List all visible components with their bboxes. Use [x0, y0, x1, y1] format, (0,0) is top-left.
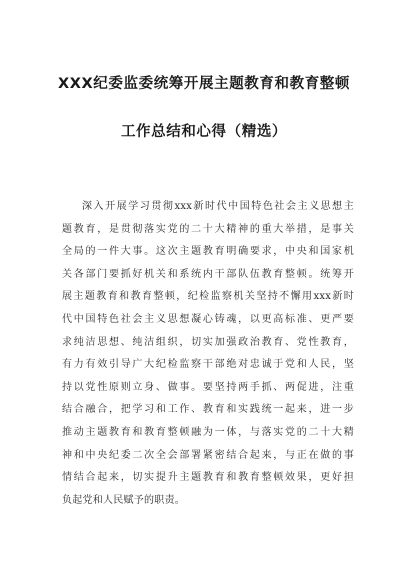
paragraph-line: 题教育，是贯彻落实党的二十大精神的重大举措，是事关 — [62, 223, 354, 235]
paragraph-line: 推动主题教育和教育整顿融为一体，与落实党的二十大精 — [62, 426, 354, 438]
paragraph-line: 全局的一件大事。这次主题教育明确要求，中央和国家机 — [62, 246, 354, 258]
paragraph-line: 关各部门要抓好机关和系统内干部队伍教育整顿。统筹开 — [62, 268, 354, 280]
document-title-line-2: 工作总结和心得（精选） — [120, 124, 288, 140]
paragraph-line: 深入开展学习贯彻xxx新时代中国特色社会主义思想主 — [82, 201, 354, 212]
body-paragraph — [62, 196, 354, 512]
paragraph-line: 求纯洁思想、纯洁组织，切实加强政治教育、党性教育， — [62, 336, 354, 348]
document-title-line-1: XXX纪委监委统筹开展主题教育和教育整顿 — [57, 76, 351, 92]
paragraph-line: 神和中央纪委二次全会部署紧密结合起来，与正在做的事 — [62, 449, 354, 461]
paragraph-line: 展主题教育和教育整顿，纪检监察机关坚持不懈用xxx新时 — [62, 291, 354, 303]
paragraph-line: 代中国特色社会主义思想凝心铸魂，以更高标准、更严要 — [62, 313, 354, 325]
paragraph-line: 有力有效引导广大纪检监察干部绝对忠诚于党和人民，坚 — [62, 359, 354, 371]
paragraph-line: 负起党和人民赋予的职责。 — [62, 494, 185, 506]
paragraph-line: 情结合起来，切实提升主题教育和教育整顿效果，更好担 — [62, 472, 354, 484]
paragraph-line: 持以党性原则立身、做事。要坚持两手抓、两促进，注重 — [62, 381, 354, 393]
paragraph-line: 结合融合，把学习和工作、教育和实践统一起来，进一步 — [62, 404, 354, 416]
